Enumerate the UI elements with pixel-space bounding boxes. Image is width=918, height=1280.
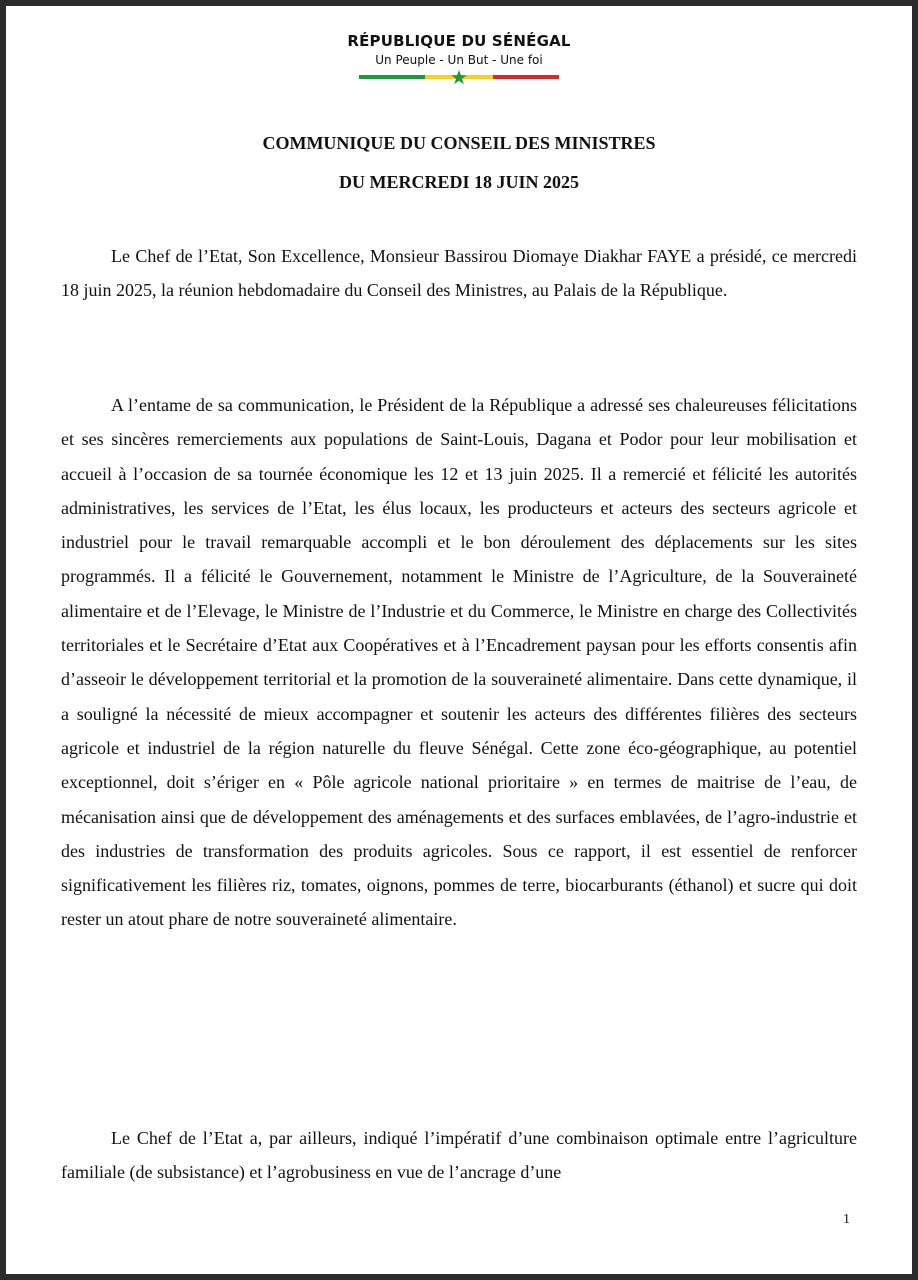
paragraph-agriculture: Le Chef de l’Etat a, par ailleurs, indiqué l’impératif d’une combinaison optimale entre l’agriculture familiale (de subsistance) et l’agrobusiness en vue de l’ancrage d’une	[61, 1128, 857, 1183]
paragraph-intro: Le Chef de l’Etat, Son Excellence, Monsieur Bassirou Diomaye Diakhar FAYE a présidé, ce mercredi 18 juin 2025, la réunion hebdomadaire du Conseil des Ministres, au Palais de la République.	[61, 246, 857, 301]
green-star-icon	[451, 70, 467, 85]
flag-green-band	[359, 75, 425, 79]
paragraph-communication: A l’entame de sa communication, le Président de la République a adressé ses chaleureuses félicitations et ses sincères remerciements aux populations de Saint-Louis, Dagana et Podor pour leur mobilisation et accueil à l’occasion de sa tournée économique les 12 et 13 juin 2025. Il a remercié et félicité les autorités administratives, les services de l’Etat, les élus locaux, les producteurs et acteurs des secteurs agricole et industriel pour le travail remarquable accompli et le bon déroulement des déplacements sur les sites programmés. Il a félicité le Gouvernement, notamment le Ministre de l’Agriculture, de la Souveraineté alimentaire et de l’Elevage, le Ministre de l’Industrie et du Commerce, le Ministre en charge des Collectivités territoriales et le Secrétaire d’Etat aux Coopératives et à l’Encadrement paysan pour les efforts consentis afin d’asseoir le développement territorial et la promotion de la souveraineté alimentaire. Dans cette dynamique, il a souligné la nécessité de mieux accompagner et soutenir les acteurs des différentes filières des secteurs agricole et industriel de la région naturelle du fleuve Sénégal. Cette zone éco-géographique, au potentiel exceptionnel, doit s’ériger en « Pôle agricole national prioritaire » en termes de maitrise de l’eau, de mécanisation ainsi que de développement des aménagements et des surfaces emblavées, de l’agro-industrie et des industries de transformation des produits agricoles. Sous ce rapport, il est essentiel de renforcer significativement les filières riz, tomates, oignons, pommes de terre, biocarburants (éthanol) et sucre qui doit rester un atout phare de notre souveraineté alimentaire.	[61, 395, 857, 930]
page-number: 1	[843, 1212, 850, 1227]
document-page	[6, 6, 912, 1274]
document-title: COMMUNIQUE DU CONSEIL DES MINISTRES	[262, 133, 656, 153]
national-motto: Un Peuple - Un But - Une foi	[375, 53, 543, 67]
senegal-flag-bar	[359, 72, 559, 80]
flag-red-band	[493, 75, 559, 79]
republic-title: RÉPUBLIQUE DU SÉNÉGAL	[347, 32, 571, 50]
document-date-title: DU MERCREDI 18 JUIN 2025	[338, 172, 579, 192]
